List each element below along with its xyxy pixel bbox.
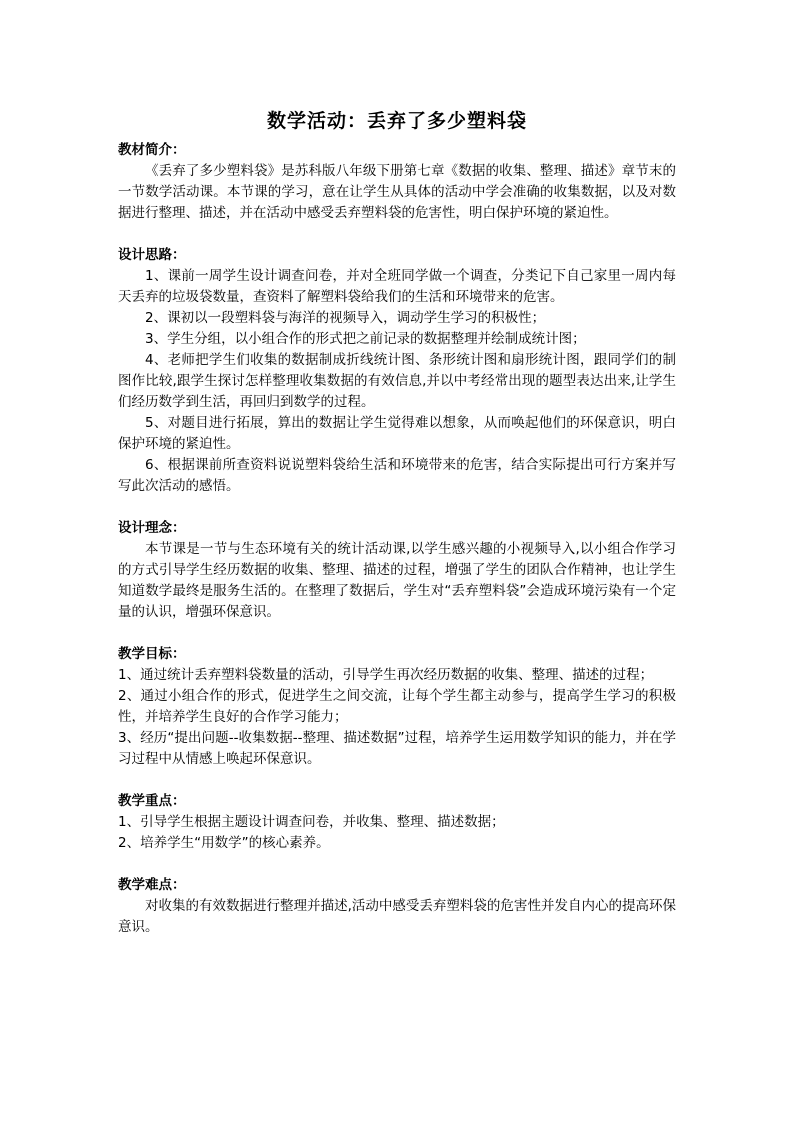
- design-item-2: 2、课初以一段塑料袋与海洋的视频导入，调动学生学习的积极性；: [145, 310, 546, 326]
- section-keypoints: [118, 791, 676, 854]
- section-intro: [118, 140, 676, 224]
- keypoint-item-2: 2、培养学生“用数学”的核心素养。: [118, 835, 330, 851]
- design-item-4: 4、老师把学生们收集的数据制成折线统计图、条形统计图和扇形统计图，跟同学们的制图作比较,跟学生探讨怎样整理收集数据的有效信息,并以中考经常出现的题型表达出来,让学生们经历数学到生活，再回归到数学的过程。: [118, 352, 676, 410]
- objective-item-1: 1、通过统计丢弃塑料袋数量的活动，引导学生再次经历数据的收集、整理、描述的过程；: [118, 667, 654, 683]
- section-heading-philosophy: 设计理念：: [118, 520, 186, 536]
- document-title: 数学活动：丢弃了多少塑料袋: [266, 110, 527, 132]
- document-body: [118, 140, 676, 959]
- section-philosophy: [118, 518, 676, 623]
- objective-item-2: 2、通过小组合作的形式，促进学生之间交流，让每个学生都主动参与，提高学生学习的积极性，并培养学生良好的合作学习能力；: [118, 688, 676, 725]
- section-heading-difficulties: 教学难点：: [118, 877, 186, 893]
- section-heading-objectives: 教学目标：: [118, 646, 186, 662]
- section-difficulties: [118, 875, 676, 938]
- intro-paragraph: 《丢弃了多少塑料袋》是苏科版八年级下册第七章《数据的收集、整理、描述》章节末的一节数学活动课。本节课的学习，意在让学生从具体的活动中学会准确的收集数据，以及对数据进行整理、描述，并在活动中感受丢弃塑料袋的危害性，明白保护环境的紧迫性。: [118, 163, 676, 221]
- section-heading-design: 设计思路：: [118, 247, 186, 263]
- section-heading-intro: 教材简介：: [118, 142, 186, 158]
- section-objectives: [118, 644, 676, 770]
- design-item-1: 1、课前一周学生设计调查问卷，并对全班同学做一个调查，分类记下自己家里一周内每天丢弃的垃圾袋数量，查资料了解塑料袋给我们的生活和环境带来的危害。: [118, 268, 676, 305]
- difficulties-paragraph: 对收集的有效数据进行整理并描述,活动中感受丢弃塑料袋的危害性并发自内心的提高环保意识。: [118, 898, 676, 935]
- design-item-5: 5、对题目进行拓展，算出的数据让学生觉得难以想象，从而唤起他们的环保意识，明白保护环境的紧迫性。: [118, 415, 676, 452]
- philosophy-paragraph: 本节课是一节与生态环境有关的统计活动课,以学生感兴趣的小视频导入,以小组合作学习的方式引导学生经历数据的收集、整理、描述的过程，增强了学生的团队合作精神，也让学生知道数学最终是服务生活的。在整理了数据后，学生对“丢弃塑料袋”会造成环境污染有一个定量的认识，增强环保意识。: [118, 541, 676, 620]
- design-item-6: 6、根据课前所查资料说说塑料袋给生活和环境带来的危害，结合实际提出可行方案并写写此次活动的感悟。: [118, 457, 676, 494]
- design-item-3: 3、学生分组，以小组合作的形式把之前记录的数据整理并绘制成统计图；: [145, 331, 586, 347]
- keypoint-item-1: 1、引导学生根据主题设计调查问卷，并收集、整理、描述数据；: [118, 814, 505, 830]
- section-heading-keypoints: 教学重点：: [118, 793, 186, 809]
- objective-item-3: 3、经历“提出问题--收集数据--整理、描述数据”过程，培养学生运用数学知识的能力，并在学习过程中从情感上唤起环保意识。: [118, 730, 676, 767]
- section-design: [118, 245, 676, 497]
